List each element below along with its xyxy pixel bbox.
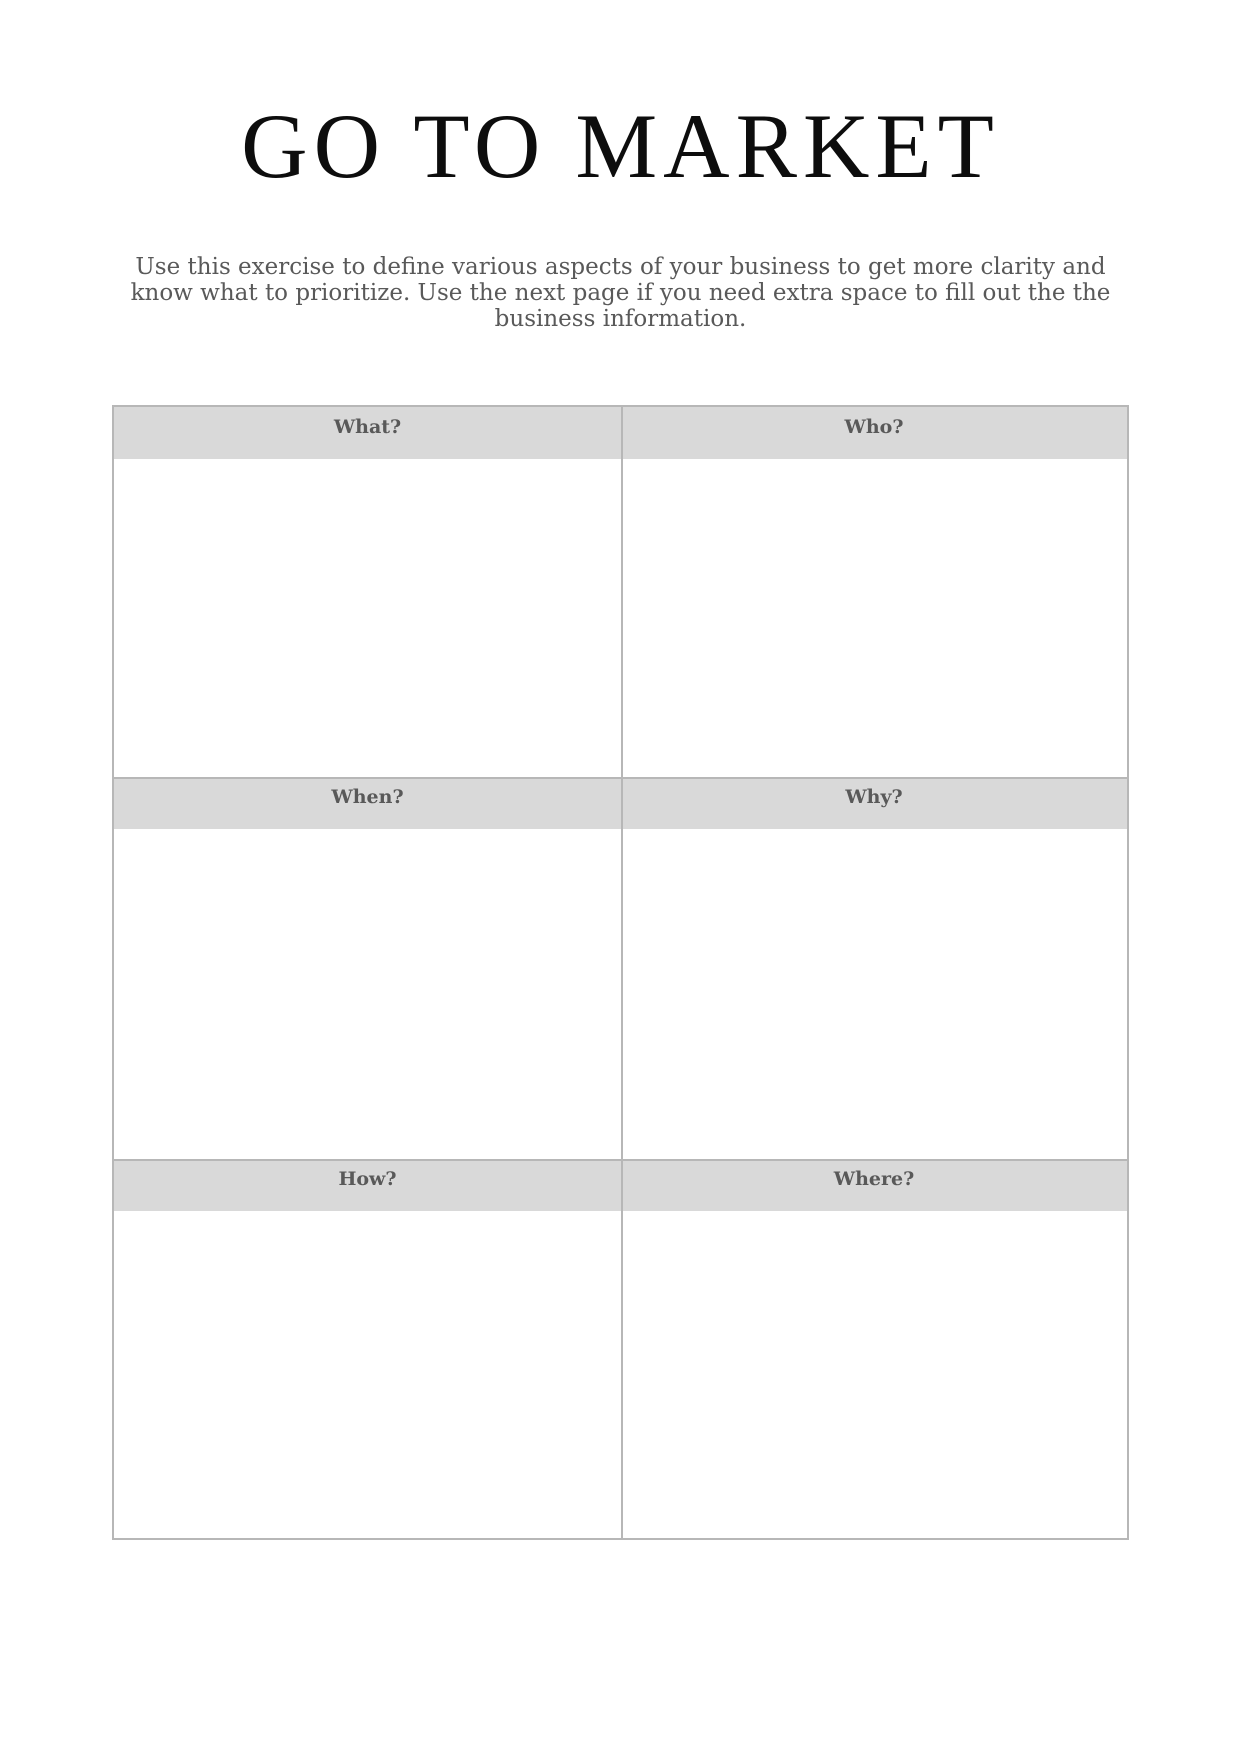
when-answer-area[interactable]: [114, 829, 621, 1159]
page-title: GO TO MARKET: [241, 95, 1000, 197]
row-divider: [114, 1159, 1127, 1161]
where-header: Where?: [621, 1159, 1127, 1211]
row-divider: [114, 777, 1127, 779]
who-header: Who?: [621, 407, 1127, 459]
worksheet-grid: [112, 405, 1129, 1540]
what-header: What?: [114, 407, 621, 459]
intro-text: Use this exercise to define various aspects of your business to get more clarity and know what to prioritize. Use the next page if you need extra space to fill out the the business information.: [130, 254, 1111, 332]
how-header: How?: [114, 1159, 621, 1211]
why-header: Why?: [621, 777, 1127, 829]
what-section: [114, 407, 621, 777]
when-section: [114, 777, 621, 1159]
where-section: [621, 1159, 1127, 1538]
where-answer-area[interactable]: [621, 1211, 1127, 1538]
who-section: [621, 407, 1127, 777]
how-answer-area[interactable]: [114, 1211, 621, 1538]
when-header: When?: [114, 777, 621, 829]
why-section: [621, 777, 1127, 1159]
what-answer-area[interactable]: [114, 459, 621, 777]
column-divider: [621, 407, 623, 1538]
how-section: [114, 1159, 621, 1538]
who-answer-area[interactable]: [621, 459, 1127, 777]
why-answer-area[interactable]: [621, 829, 1127, 1159]
